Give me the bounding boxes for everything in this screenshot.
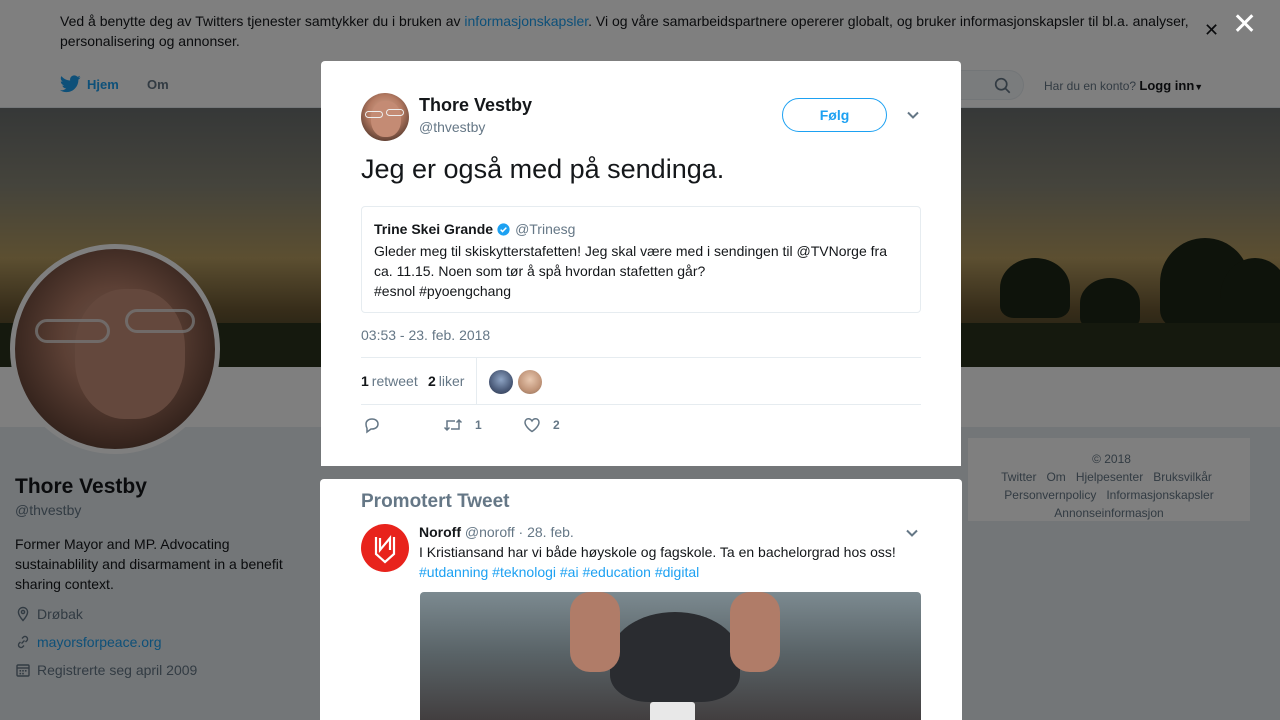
promoted-author-name[interactable]: Noroff xyxy=(419,524,461,540)
tweet-stats xyxy=(361,357,921,405)
promoted-heading: Promotert Tweet xyxy=(361,491,510,512)
chevron-down-icon[interactable] xyxy=(904,525,920,541)
promoted-date[interactable]: · 28. feb. xyxy=(518,524,574,540)
promoted-text: I Kristiansand har vi både høyskole og fagskole. Ta en bachelorgrad hos oss! xyxy=(419,544,896,560)
promoted-tweet-card xyxy=(320,479,962,720)
noroff-logo[interactable] xyxy=(361,524,409,572)
retweet-icon xyxy=(443,416,463,434)
like-stat[interactable]: 2 liker xyxy=(428,373,465,389)
heart-icon xyxy=(523,416,541,434)
reply-button[interactable] xyxy=(363,416,381,434)
tweet-author-name[interactable]: Thore Vestby xyxy=(419,95,533,115)
promoted-author-handle[interactable]: @noroff xyxy=(464,524,515,540)
chevron-down-icon[interactable] xyxy=(905,107,921,123)
close-modal-icon[interactable]: ✕ xyxy=(1232,8,1258,41)
retweet-stat[interactable]: 1 retweet xyxy=(361,373,418,389)
reply-icon xyxy=(363,416,381,434)
tweet-text: Jeg er også med på sendinga. xyxy=(361,154,725,184)
promoted-media-image[interactable] xyxy=(420,592,921,720)
quoted-tweet[interactable] xyxy=(361,206,921,313)
tweet-author-handle[interactable]: @thvestby xyxy=(419,119,486,135)
verified-badge-icon xyxy=(497,223,510,236)
tweet-modal xyxy=(321,61,961,466)
quoted-author-name: Trine Skei Grande xyxy=(374,221,494,237)
liker-avatar[interactable] xyxy=(518,370,542,394)
retweet-button[interactable] xyxy=(443,416,482,434)
quoted-tweet-header xyxy=(374,220,908,238)
tweet-timestamp[interactable]: 03:53 - 23. feb. 2018 xyxy=(361,327,491,343)
promoted-header xyxy=(419,523,574,541)
quoted-author-handle: @Trinesg xyxy=(515,221,576,237)
liker-avatar[interactable] xyxy=(489,370,513,394)
noroff-logo-icon xyxy=(361,524,409,572)
like-button[interactable] xyxy=(523,416,560,434)
tweet-author-avatar[interactable] xyxy=(361,93,409,141)
tweet-actions xyxy=(361,416,921,436)
quoted-tweet-text: Gleder meg til skiskytterstafetten! Jeg skal være med i sendingen til @TVNorge fra ca. 11.15. Noen som tør å spå hvordan stafetten går? #esnol #pyoengchang xyxy=(374,243,887,299)
retweet-count: 1 xyxy=(475,418,482,432)
promoted-hashtags[interactable]: #utdanning #teknologi #ai #education #digital xyxy=(419,564,700,580)
like-count: 2 xyxy=(553,418,560,432)
follow-button[interactable]: Følg xyxy=(782,98,887,132)
stats-divider xyxy=(476,358,477,404)
